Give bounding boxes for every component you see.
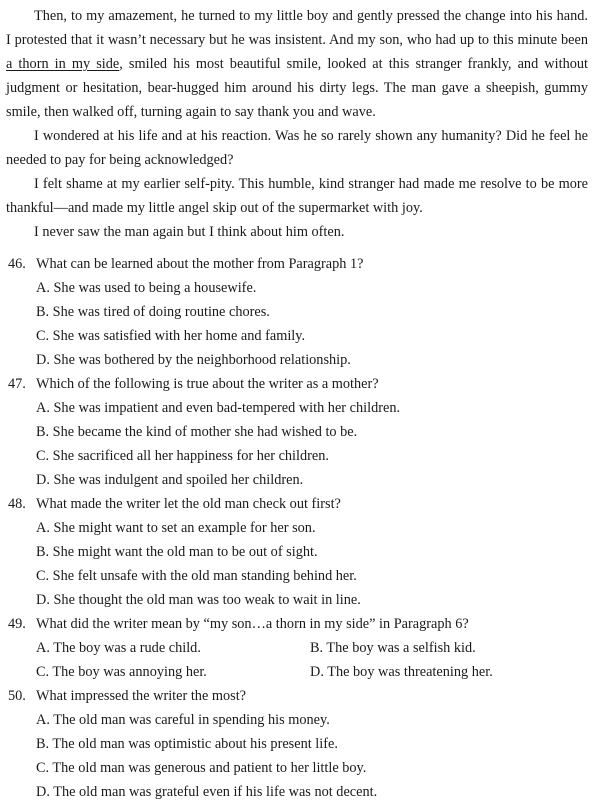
question-49 xyxy=(6,612,588,684)
option-b: B. She might want the old man to be out of sight. xyxy=(36,544,318,560)
passage-paragraph: I felt shame at my earlier self-pity. This humble, kind stranger had made me resolve to be more thankful—and made my little angel skip out of the supermarket with joy. xyxy=(6,176,588,216)
question-number: 50. xyxy=(8,688,26,704)
question-text: What did the writer mean by “my son…a thorn in my side” in Paragraph 6? xyxy=(36,616,469,632)
option-a: A. She was used to being a housewife. xyxy=(36,280,257,296)
passage-text: , smiled his most beautiful smile, looked at this stranger frankly, and without judgment or hesitation, bear-hugged him around his dirty legs. The man gave a sheepish, gummy smile, then walked off, turning again to say thank you and wave. xyxy=(6,56,588,120)
passage-paragraph xyxy=(6,4,588,124)
option-d: D. She thought the old man was too weak to wait in line. xyxy=(36,592,361,608)
question-stem xyxy=(6,684,588,708)
option-c: C. The old man was generous and patient to her little boy. xyxy=(36,760,367,776)
option-d: D. The old man was grateful even if his life was not decent. xyxy=(36,784,378,800)
question-text: What impressed the writer the most? xyxy=(36,688,247,704)
option-c: C. The boy was annoying her. xyxy=(36,664,207,680)
option-b: B. She became the kind of mother she had wished to be. xyxy=(36,424,358,440)
option-a: A. She might want to set an example for her son. xyxy=(36,520,316,536)
reading-passage xyxy=(6,4,588,244)
question-stem xyxy=(6,612,588,636)
question-number: 49. xyxy=(8,616,26,632)
question-stem xyxy=(6,372,588,396)
option-c: C. She was satisfied with her home and family. xyxy=(36,328,306,344)
option-d: D. She was indulgent and spoiled her children. xyxy=(36,472,304,488)
option-row xyxy=(6,660,588,684)
option-c: C. She felt unsafe with the old man standing behind her. xyxy=(36,568,357,584)
passage-paragraph: I never saw the man again but I think about him often. xyxy=(34,224,345,240)
option-a: A. She was impatient and even bad-tempered with her children. xyxy=(36,400,401,416)
underlined-phrase: a thorn in my side xyxy=(6,56,120,72)
option-row xyxy=(6,636,588,660)
option-a: A. The boy was a rude child. xyxy=(36,640,201,656)
passage-text: Then, to my amazement, he turned to my little boy and gently pressed the change into his hand. I protested that it wasn’t necessary but he was insistent. And my son, who had up to this minute been xyxy=(6,8,588,48)
question-text: Which of the following is true about the writer as a mother? xyxy=(36,376,379,392)
question-number: 46. xyxy=(8,256,26,272)
question-48 xyxy=(6,492,588,612)
question-number: 47. xyxy=(8,376,26,392)
option-d: D. The boy was threatening her. xyxy=(310,664,493,680)
option-c: C. She sacrificed all her happiness for her children. xyxy=(36,448,329,464)
option-a: A. The old man was careful in spending his money. xyxy=(36,712,330,728)
question-46 xyxy=(6,252,588,372)
question-50 xyxy=(6,684,588,804)
question-number: 48. xyxy=(8,496,26,512)
option-b: B. The old man was optimistic about his present life. xyxy=(36,736,338,752)
option-b: B. She was tired of doing routine chores. xyxy=(36,304,270,320)
passage-paragraph: I wondered at his life and at his reaction. Was he so rarely shown any humanity? Did he feel he needed to pay for being acknowledged? xyxy=(6,128,588,168)
option-b: B. The boy was a selfish kid. xyxy=(310,640,476,656)
question-47 xyxy=(6,372,588,492)
option-d: D. She was bothered by the neighborhood relationship. xyxy=(36,352,351,368)
question-text: What can be learned about the mother from Paragraph 1? xyxy=(36,256,364,272)
question-stem xyxy=(6,252,588,276)
question-text: What made the writer let the old man check out first? xyxy=(36,496,341,512)
question-stem xyxy=(6,492,588,516)
